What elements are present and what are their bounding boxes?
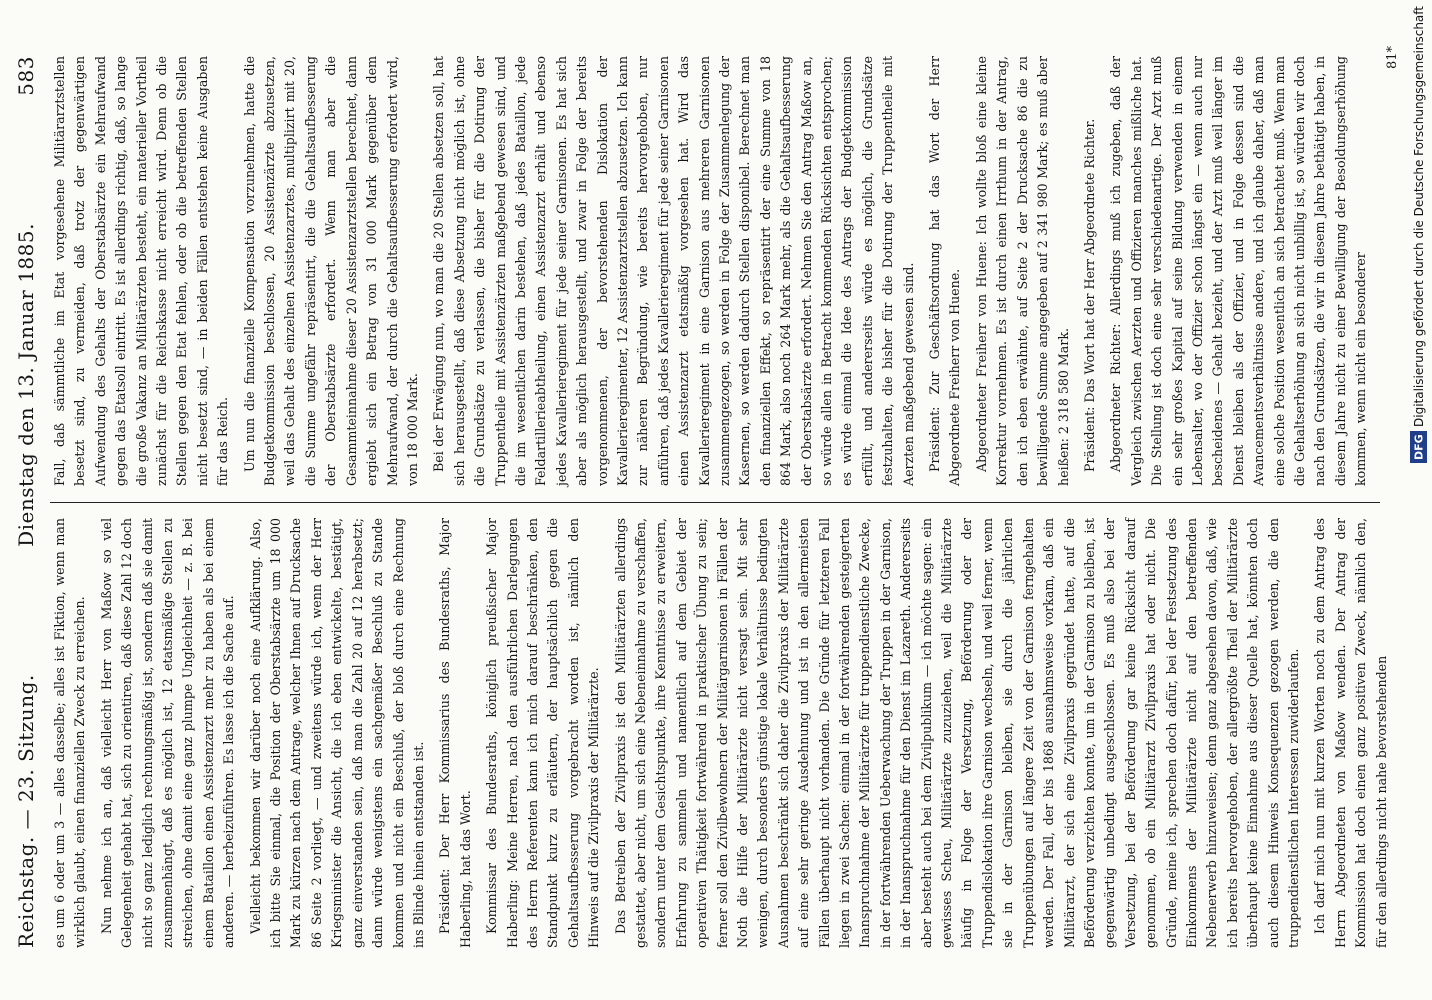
header-date: Dienstag den 13. Januar 1885.: [14, 223, 38, 547]
signature-mark: 81*: [1385, 46, 1400, 70]
paragraph: Nun nehme ich an, daß vielleicht Herr von Maßow so viel Gelegenheit gehabt hat, sich zu orientiren, daß diese Zahl 12 doch nicht so ganz lediglich rechnungsmäßig ist, sondern daß sie damit zusammenhängt, daß es möglich ist, 12 etatsmäßige Stellen zu streichen, ohne damit eine ganz plumpe Ungleichheit — z. B. bei einem Bataillon einen Assistenzarzt mehr zu haben als bei einem anderen. — herbeizuführen. Es lasse ich die Sache auf.: [98, 518, 237, 948]
paragraph: Ich darf mich nun mit kurzen Worten noch zu dem Antrag des Herrn Abgeordneten von Maßow wenden. Der Antrag der Kommission hat doch einen ganz positiven Zweck, nämlich den, für den allerdings nicht nahe bevorstehenden: [1312, 518, 1389, 948]
funding-notice: [1408, 6, 1430, 996]
paragraph: Kommissar des Bundesraths, königlich preußischer Major Haberling: Meine Herren, nach den ausführlichen Darlegungen des Herrn Referenten kann ich mich darauf beschränken, den Standpunkt kurz zu erläutern, der hauptsächlich gegen die Gehaltsaufbesserung vorgebracht worden ist, nämlich den Hinweis auf die Zivilpraxis der Militärärzte.: [484, 518, 602, 948]
paragraph: Abgeordneter Freiherr von Huene: Ich wollte bloß eine kleine Korrektur vornehmen. Es ist durch einen Irrthum in der Antrag, den ich eben erwähnte, auf Seite 2 der Drucksache 86 die zu bewilligende Summe angegeben auf 2 341 980 Mark; es muß aber heißen: 2 318 580 Mark.: [973, 56, 1071, 486]
paragraph: Präsident: Der Herr Kommissarius des Bundesraths, Major Haberling, hat das Wort.: [437, 518, 473, 948]
paragraph: es um 6 oder um 3 — alles dasselbe; alles ist Fiktion, wenn man wirklich glaubt, einen finanziellen Zweck zu erreichen.: [52, 518, 88, 948]
paragraph: Bei der Erwägung nun, wo man die 20 Stellen absetzen soll, hat sich herausgestellt, daß diese Absetzung nicht möglich ist, ohne die Grundsätze zu verlassen, die bisher für die Dotirung der Truppentheile mit Assistenzärzten maßgebend gewesen sind, und die im wesentlichen darin bestehen, daß jedes Bataillon, jede Feldartillerieabtheilung, einen Assistenzarzt erhält und ebenso jedes Kavallerieregiment für jede seiner Garnisonen. Es hat sich aber als möglich herausgestellt, und zwar in Folge der bereits vorgenommenen, der bevorstehenden Dislokation der Kavallerieregimenter, 12 Assistenzarztstellen abzusetzen. Ich kann zur näheren Begründung, wie bereits hervorgehoben, nur anführen, daß jedes Kavallerieregiment für jede seiner Garnisonen einen Assistenzarzt etatsmäßig vorgesehen hat. Wird das Kavallerieregiment in eine Garnison aus mehreren Garnisonen zusammengezogen, so werden in Folge der Zusammenlegung der Kasernen, so werden dadurch Stellen disponibel. Berechnet man den finanziellen Effekt, so repräsentirt der eine Summe von 18 864 Mark, also noch 264 Mark mehr, als die Gehaltsaufbesserung der Oberstabsärzte erfordert. Nehmen Sie den Antrag Maßow an, so würde allen in Betracht kommenden Rücksichten entsprochen; es würde einmal die Idee des Antrags der Budgetkommission erfüllt, und andererseits würde es möglich, die Grundsätze festzuhalten, die bisher für die Dotirung der Truppentheile mit Aerzten maßgebend gewesen sind.: [431, 56, 916, 486]
paragraph: Abgeordneter Richter: Allerdings muß ich zugeben, daß der Vergleich zwischen Aerzten und Offizieren manches mißliche hat. Die Stellung ist doch eine sehr verschiedenartige. Der Arzt muß ein sehr großes Kapital auf seine Bildung verwenden in einem Lebensalter, wo der Offizier schon längst ein — wenn auch nur bescheidenes — Gehalt bezieht, und der Arzt muß weil länger im Dienst bleiben als der Offizier, und in Folge dessen sind die Avancementsverhältnisse andere, und ich glaube daher, daß man eine solche Position wesentlich an sich betrachtet muß. Wenn man die Gehaltserhöhung an sich nicht unbillig ist, so würden wir doch nach den Grundsätzen, die wir in diesem Jahre bethätigt haben, in diesem Jahre nicht zu einer Bewilligung der Besoldungserhöhung kommen, wenn nicht ein besonderer: [1108, 56, 1369, 486]
paragraph: Präsident: Zur Geschäftsordnung hat das Wort der Herr Abgeordnete Freiherr von Huene.: [927, 56, 963, 486]
paragraph: Um nun die finanzielle Kompensation vorzunehmen, hatte die Budgetkommission beschlossen, 20 Assistenzärzte abzusetzen, weil das Gehalt des einzelnen Assistenzarztes, multiplizirt mit 20, die Summe ungefähr repräsentirt, die die Gehaltsaufbesserung der Oberstabsärzte erfordert. Wenn man aber die Gesammteinnahme dieser 20 Assistenzarztstellen berechnet, dann ergiebt sich ein Betrag von 31 000 Mark gegenüber dem Mehraufwand, der durch die Gehaltsaufbesserung erfordert wird, von 18 000 Mark.: [241, 56, 420, 486]
column-divider: [50, 502, 1380, 503]
header-session: Reichstag. — 23. Sitzung.: [14, 674, 38, 948]
dfg-logo: DFG: [1411, 431, 1428, 463]
paragraph: Vielleicht bekommen wir darüber noch eine Aufklärung. Also, ich bitte Sie einmal, die Position der Oberstabsärzte um 18 000 Mark zu kürzen nach dem Antrage, welcher Ihnen auf Drucksache 86 Seite 2 vorliegt, — und zweitens würde ich, wenn der Herr Kriegsminister die Ansicht, die ich eben entwickelte, bestätigt, ganz einverstanden sein, daß man die Zahl 20 auf 12 herabsetzt; dann würde wenigstens ein sachgemäßer Beschluß zu Stande kommen und nicht ein Beschluß, der bloß durch eine Rechnung ins Blinde hinein entstanden ist.: [247, 518, 426, 948]
right-column: [50, 56, 1380, 486]
left-column: [50, 518, 1389, 948]
page-number: 583: [14, 56, 38, 96]
paragraph: Das Betreiben der Zivilpraxis ist den Militärärzten allerdings gestattet, aber nicht, um sich eine Nebeneinnahme zu verschaffen, sondern unter dem Gesichtspunkte, ihre Kenntnisse zu erweitern, Erfahrung zu sammeln und namentlich auf dem Gebiet der operativen Thätigkeit fortwährend in praktischer Übung zu sein; ferner soll den Zivilbewohnern der Militärgarnisonen in Fällen der Noth die Hilfe der Militärärzte nicht versagt sein. Mit sehr wenigen, durch besonders günstige lokale Verhältnisse bedingten Ausnahmen beschränkt sich daher die Zivilpraxis der Militärärzte auf eine sehr geringe Ausdehnung und ist in den allermeisten Fällen überhaupt nicht vorhanden. Die Gründe für letzteren Fall liegen in zwei Sachen: einmal in der fortwährenden gesteigerten Inanspruchnahme der Militärärzte für truppendienstliche Zwecke, in der fortwährenden Ueberwachung der Truppen in der Garnison, in der Inanspruchnahme für den Dienst im Lazareth. Andererseits aber besteht auch bei dem Zivilpublikum — ich möchte sagen: ein gewisses Scheu, Militärärzte zuzuziehen, weil die Militärärzte häufig in Folge der Versetzung, Beförderung oder der Truppendislokation ihre Garnison wechseln, und weil ferner, wenn sie in der Garnison bleiben, sie durch die jährlichen Truppenübungen auf längere Zeit von der Garnison ferngehalten werden. Der Fall, der bis 1868 ausnahmsweise vorkam, daß ein Militärarzt, der sich eine Zivilpraxis gegründet hatte, auf die Beförderung verzichten konnte, um in der Garnison zu bleiben, ist gegenwärtig unbedingt ausgeschlossen. Es muß also bei der Versetzung, bei der Beförderung gar keine Rücksicht darauf genommen, ob ein Militärarzt Zivilpraxis hat oder nicht. Die Gründe, meine ich, sprechen doch dafür, bei der Festsetzung des Einkommens der Militärärzte nicht auf den betreffenden Nebenerwerb hinzuweisen; denn ganz abgesehen davon, daß, wie ich bereits hervorgehoben, der allergrößte Theil der Militärärzte überhaupt keine Einnahme aus dieser Quelle hat, könnten doch auch diesem Hinweis Konsequenzen gezogen werden, die den truppendienstlichen Interessen zuwiderlaufen.: [612, 518, 1301, 948]
rotated-page: [6, 26, 1410, 978]
paragraph: Fall, daß sämmtliche im Etat vorgesehene Militärarztstellen besetzt sind, zu vermeiden, daß trotz der gegenwärtigen Aufwendung des Gehalts der Oberstabsärzte ein Mehraufwand gegen das Etatsoll eintritt. Es ist allerdings richtig, daß, so lange die große Vakanz an Militärärzten besteht, ein materieller Vortheil zunächst für die Reichskasse nicht erreicht wird. Denn ob die Stellen gegen den Etat fehlen, oder ob die betreffenden Stellen nicht besetzt sind, — in beiden Fällen entstehen keine Ausgaben für das Reich.: [52, 56, 231, 486]
paragraph: Präsident: Das Wort hat der Herr Abgeordnete Richter.: [1081, 118, 1097, 472]
funding-text: Digitalisierung gefördert durch die Deutsche Forschungsgemeinschaft: [1412, 6, 1426, 428]
page-header: [6, 56, 46, 948]
